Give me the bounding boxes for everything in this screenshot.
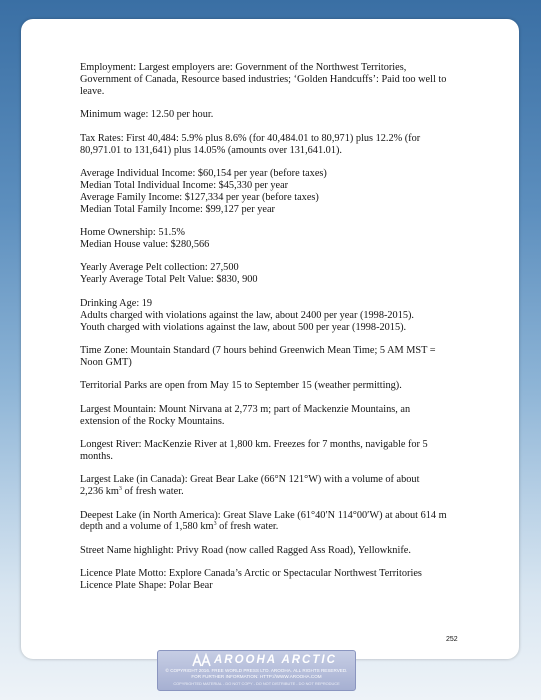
fact-paragraph — [80, 262, 470, 286]
fact-paragraph — [80, 227, 470, 251]
fact-paragraph — [80, 133, 470, 157]
text-line: Noon GMT) — [80, 356, 132, 368]
fact-sections — [80, 62, 470, 463]
text-line — [80, 486, 470, 498]
fact-street-name — [80, 545, 470, 557]
text-line: Time Zone: Mountain Standard (7 hours behind Greenwich Mean Time; 5 AM MST = — [80, 344, 436, 356]
text-line: 80,971.01 to 131,641) plus 14.05% (amounts over 131,641.01). — [80, 144, 342, 156]
publisher-footer-badge — [157, 650, 356, 691]
text-line: Drinking Age: 19 — [80, 297, 153, 309]
arooha-logo-icon — [192, 653, 212, 667]
page-number: 252 — [446, 636, 458, 643]
document-page — [21, 19, 519, 659]
fact-paragraph — [80, 62, 470, 98]
text-line: Average Family Income: $127,334 per year (before taxes) — [80, 191, 319, 203]
text-fragment: of fresh water. — [121, 486, 184, 498]
footer-logo-row — [158, 653, 355, 669]
fact-largest-lake — [80, 474, 470, 498]
text-line: Employment: Largest employers are: Government of the Northwest Territories, — [80, 62, 407, 73]
fact-paragraph — [80, 168, 470, 216]
text-line: Median Total Individual Income: $45,330 per year — [80, 179, 289, 191]
text-line: extension of the Rocky Mountains. — [80, 415, 225, 427]
footer-brand: AROOHA ARCTIC — [214, 654, 337, 666]
text-line: Largest Lake (in Canada): Great Bear Lake (66°N 121°W) with a volume of about — [80, 474, 420, 486]
text-line: Largest Mountain: Mount Nirvana at 2,773 m; part of Mackenzie Mountains, an — [80, 403, 411, 415]
text-line: Government of Canada, Resource based industries; ‘Golden Handcuffs’: Paid too well to — [80, 73, 447, 85]
footer-info-link[interactable]: FOR FURTHER INFORMATION: HTTP://WWW.AROOHA.COM — [191, 674, 322, 679]
text-line: Adults charged with violations against the law, about 2400 per year (1998-2015). — [80, 309, 414, 321]
fact-paragraph — [80, 345, 470, 369]
text-line: Deepest Lake (in North America): Great Slave Lake (61°40′N 114°00′W) at about 614 m — [80, 509, 447, 521]
text-line: Licence Plate Motto: Explore Canada’s Arctic or Spectacular Northwest Territories — [80, 568, 422, 580]
text-line: months. — [80, 450, 113, 462]
text-line: Median House value: $280,566 — [80, 238, 210, 250]
text-line: Yearly Average Pelt collection: 27,500 — [80, 262, 239, 274]
text-line: leave. — [80, 85, 105, 97]
text-line: Licence Plate Shape: Polar Bear — [80, 580, 213, 592]
fact-paragraph — [80, 109, 470, 121]
text-line: Territorial Parks are open from May 15 to September 15 (weather permitting). — [80, 380, 402, 392]
fact-licence-plate — [80, 568, 470, 592]
text-fragment: depth and a volume of 1,580 km — [80, 521, 214, 533]
text-line: Median Total Family Income: $99,127 per year — [80, 203, 275, 215]
text-line: Minimum wage: 12.50 per hour. — [80, 109, 214, 121]
superscript: 3 — [213, 521, 217, 528]
text-fragment: 2,236 km — [80, 486, 119, 498]
fact-paragraph — [80, 404, 470, 428]
text-line: Street Name highlight: Privy Road (now called Ragged Ass Road), Yellowknife. — [80, 544, 411, 556]
footer-notice: COPYRIGHTED MATERIAL - DO NOT COPY - DO NOT DISTRIBUTE - DO NOT REPRODUCE — [173, 681, 340, 686]
page-body-text — [80, 62, 470, 604]
fact-paragraph — [80, 380, 470, 392]
fact-paragraph — [80, 439, 470, 463]
text-line: Youth charged with violations against the law, about 500 per year (1998-2015). — [80, 321, 407, 333]
text-line: Yearly Average Total Pelt Value: $830, 900 — [80, 274, 258, 286]
text-line: Tax Rates: First 40,484: 5.9% plus 8.6% (for 40,484.01 to 80,971) plus 12.2% (for — [80, 132, 421, 144]
superscript: 3 — [118, 486, 122, 493]
fact-paragraph — [80, 298, 470, 334]
text-line: Home Ownership: 51.5% — [80, 227, 185, 239]
fact-deepest-lake — [80, 510, 470, 534]
text-line: Longest River: MacKenzie River at 1,800 km. Freezes for 7 months, navigable for 5 — [80, 438, 428, 450]
text-line: Average Individual Income: $60,154 per year (before taxes) — [80, 167, 327, 179]
text-line — [80, 521, 470, 533]
footer-copyright: © COPYRIGHT 2016. FREE WORLD PRESS LTD. AROOHA. ALL RIGHTS RESERVED. — [165, 668, 348, 673]
text-fragment: of fresh water. — [216, 521, 279, 533]
